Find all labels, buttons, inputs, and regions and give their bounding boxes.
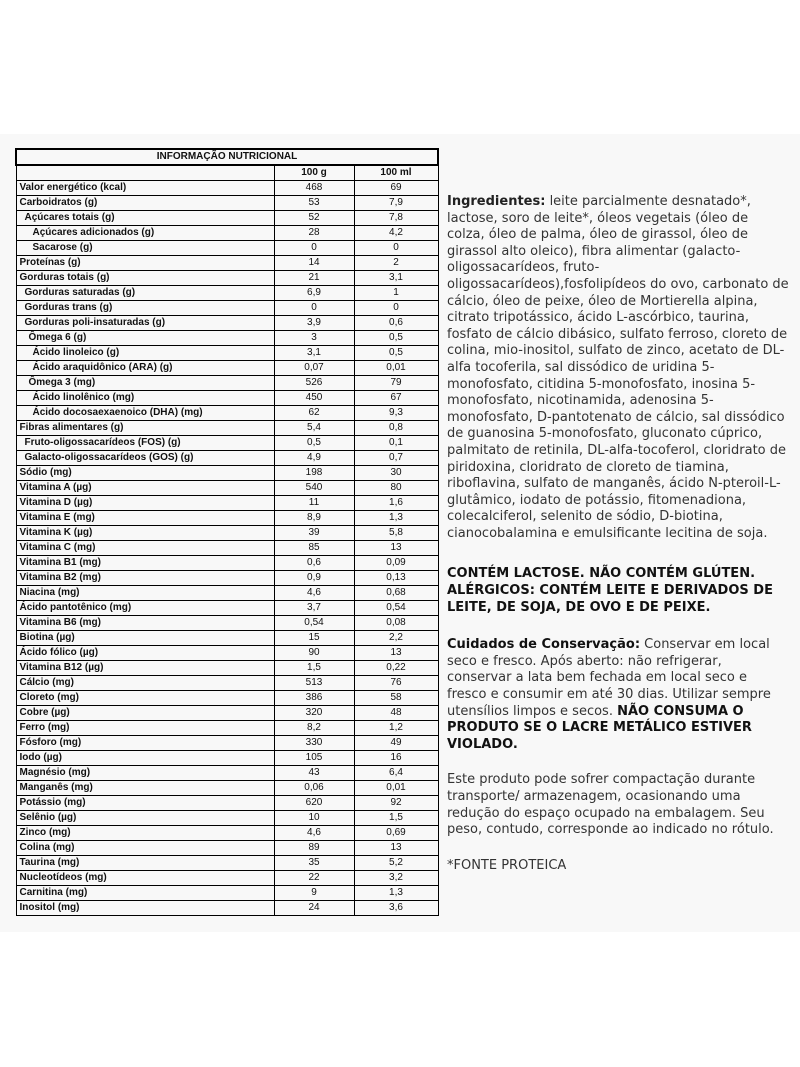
value-100g: 0,6 [274,556,354,571]
nutrient-label: Vitamina B2 (mg) [16,571,274,586]
nutrient-label: Iodo (µg) [16,751,274,766]
table-row [16,796,438,811]
value-100ml: 13 [354,646,438,661]
nutrient-label: Ácido pantotênico (mg) [16,601,274,616]
value-100ml: 0,01 [354,781,438,796]
nutrient-label: Ácido fólico (µg) [16,646,274,661]
nutrition-table-grid [15,148,439,916]
table-row [16,676,438,691]
nutrient-label: Vitamina B6 (mg) [16,616,274,631]
nutrient-label: Carboidratos (g) [16,196,274,211]
conservation-text: Conservar em local seco e fresco. Após aberto: não refrigerar, conservar a lata bem fechada em local seco e fresco e consumir em até 30 dias. Utilizar sempre utensílios limpos e secos. [447,637,771,719]
value-100ml: 76 [354,676,438,691]
value-100ml: 2 [354,256,438,271]
nutrient-label: Fruto-oligossacarídeos (FOS) (g) [16,436,274,451]
nutrient-label: Ácido linolênico (mg) [16,391,274,406]
table-row [16,751,438,766]
value-100ml: 3,1 [354,271,438,286]
value-100g: 620 [274,796,354,811]
nutrient-label: Valor energético (kcal) [16,181,274,196]
value-100g: 330 [274,736,354,751]
nutrient-label: Zinco (mg) [16,826,274,841]
table-row [16,511,438,526]
value-100g: 39 [274,526,354,541]
table-row [16,586,438,601]
table-row [16,376,438,391]
value-100g: 6,9 [274,286,354,301]
value-100ml: 7,9 [354,196,438,211]
table-row [16,826,438,841]
table-row [16,271,438,286]
nutrient-label: Fibras alimentares (g) [16,421,274,436]
nutrient-label: Inositol (mg) [16,901,274,916]
nutrient-label: Vitamina E (mg) [16,511,274,526]
allergen-warning: CONTÉM LACTOSE. NÃO CONTÉM GLÚTEN. ALÉRGICOS: CONTÉM LEITE E DERIVADOS DE LEITE, DE SOJA, DE OVO E DE PEIXE. [447,566,773,615]
nutrient-label: Niacina (mg) [16,586,274,601]
value-100g: 3 [274,331,354,346]
value-100ml: 16 [354,751,438,766]
table-row [16,901,438,916]
table-header-row [16,165,438,181]
nutrient-label: Carnitina (mg) [16,886,274,901]
conservation-paragraph [447,637,789,753]
value-100ml: 7,8 [354,211,438,226]
value-100g: 3,9 [274,316,354,331]
value-100g: 8,9 [274,511,354,526]
ingredients-label: Ingredientes: [447,194,546,209]
nutrient-label: Cobre (µg) [16,706,274,721]
value-100g: 24 [274,901,354,916]
table-row [16,286,438,301]
value-100g: 35 [274,856,354,871]
nutrient-label: Proteínas (g) [16,256,274,271]
nutrient-label: Ferro (mg) [16,721,274,736]
value-100g: 4,6 [274,586,354,601]
header-100ml: 100 ml [354,165,438,181]
value-100g: 62 [274,406,354,421]
value-100g: 43 [274,766,354,781]
nutrient-label: Magnésio (mg) [16,766,274,781]
value-100g: 21 [274,271,354,286]
value-100g: 1,5 [274,661,354,676]
value-100ml: 79 [354,376,438,391]
value-100ml: 48 [354,706,438,721]
value-100ml: 9,3 [354,406,438,421]
table-row [16,256,438,271]
table-row [16,526,438,541]
value-100g: 9 [274,886,354,901]
value-100g: 14 [274,256,354,271]
table-row [16,766,438,781]
value-100ml: 13 [354,841,438,856]
value-100ml: 1,3 [354,886,438,901]
table-row [16,346,438,361]
ingredients-text: leite parcialmente desnatado*, lactose, soro de leite*, óleos vegetais (óleo de colza, óleo de palma, óleo de girassol, óleo de girassol alto oleico), fibra alimentar (galacto-oligossacarídeos, fruto-oligossacarídeos),fosfolipídeos do ovo, carbonato de cálcio, óleo de peixe, óleo de Mortierella alpina, citrato tripotássico, ácido L-ascórbico, taurina, fosfato de cálcio dibásico, sulfato ferroso, cloreto de colina, mio-inositol, sulfato de zinco, acetato de DL-alfa tocoferila, sal dissódico de uridina 5-monofosfato, citidina 5-monofosfato, inosina 5-monofosfato, nicotinamida, adenosina 5-monofosfato, D-pantotenato de cálcio, sal dissódico de guanosina 5-monofosfato, gluconato cúprico, palmitato de retinila, DL-alfa-tocoferol, cloridrato de piridoxina, cloridrato de cloreto de tiamina, riboflavina, sulfato de manganês, ácido N-pteroil-L-glutâmico, iodato de potássio, fitomenadiona, colecalciferol, selenito de sódio, D-biotina, cianocobalamina e emulsificante lecitina de soja. [447,194,789,541]
nutrient-label: Ácido docosaexaenoico (DHA) (mg) [16,406,274,421]
nutrient-label: Selênio (µg) [16,811,274,826]
nutrient-label: Vitamina K (µg) [16,526,274,541]
table-row [16,301,438,316]
value-100ml: 0,54 [354,601,438,616]
table-row [16,496,438,511]
table-row [16,811,438,826]
table-row [16,706,438,721]
value-100ml: 0,5 [354,346,438,361]
table-row [16,721,438,736]
value-100g: 11 [274,496,354,511]
nutrient-label: Açúcares totais (g) [16,211,274,226]
value-100g: 52 [274,211,354,226]
nutrient-label: Biotina (µg) [16,631,274,646]
value-100g: 22 [274,871,354,886]
compaction-note: Este produto pode sofrer compactação durante transporte/ armazenagem, ocasionando uma redução do espaço ocupado na embalagem. Seu peso, contudo, corresponde ao indicado no rótulo. [447,772,774,838]
value-100ml: 0,6 [354,316,438,331]
table-row [16,451,438,466]
value-100ml: 0,1 [354,436,438,451]
table-row [16,871,438,886]
value-100g: 10 [274,811,354,826]
table-row [16,241,438,256]
table-row [16,616,438,631]
value-100ml: 58 [354,691,438,706]
value-100g: 8,2 [274,721,354,736]
value-100g: 85 [274,541,354,556]
value-100ml: 0,13 [354,571,438,586]
nutrient-label: Vitamina A (µg) [16,481,274,496]
table-row [16,436,438,451]
table-row [16,631,438,646]
value-100g: 0,07 [274,361,354,376]
table-row [16,406,438,421]
table-row [16,601,438,616]
value-100g: 4,6 [274,826,354,841]
value-100ml: 5,2 [354,856,438,871]
value-100g: 53 [274,196,354,211]
value-100ml: 0,22 [354,661,438,676]
value-100g: 3,7 [274,601,354,616]
table-row [16,391,438,406]
value-100ml: 30 [354,466,438,481]
value-100ml: 67 [354,391,438,406]
table-row [16,331,438,346]
value-100g: 5,4 [274,421,354,436]
value-100g: 0,06 [274,781,354,796]
table-row [16,691,438,706]
nutrient-label: Vitamina B1 (mg) [16,556,274,571]
nutrient-label: Vitamina C (mg) [16,541,274,556]
value-100g: 468 [274,181,354,196]
value-100g: 0,5 [274,436,354,451]
value-100ml: 2,2 [354,631,438,646]
value-100ml: 1 [354,286,438,301]
nutrient-label: Gorduras saturadas (g) [16,286,274,301]
value-100g: 0,54 [274,616,354,631]
table-title-row [16,149,438,165]
value-100ml: 49 [354,736,438,751]
value-100g: 89 [274,841,354,856]
header-blank [16,165,274,181]
nutrient-label: Galacto-oligossacarídeos (GOS) (g) [16,451,274,466]
table-row [16,361,438,376]
value-100g: 90 [274,646,354,661]
table-row [16,211,438,226]
nutrient-label: Potássio (mg) [16,796,274,811]
value-100ml: 1,5 [354,811,438,826]
nutrient-label: Nucleotídeos (mg) [16,871,274,886]
table-row [16,316,438,331]
header-100g: 100 g [274,165,354,181]
value-100ml: 0,5 [354,331,438,346]
value-100ml: 0,7 [354,451,438,466]
value-100g: 105 [274,751,354,766]
value-100ml: 0,01 [354,361,438,376]
nutrient-label: Vitamina B12 (µg) [16,661,274,676]
value-100g: 198 [274,466,354,481]
table-row [16,196,438,211]
table-row [16,556,438,571]
table-row [16,421,438,436]
protein-source-footnote: *FONTE PROTEICA [447,857,567,873]
table-row [16,886,438,901]
table-row [16,856,438,871]
nutrition-table [15,148,437,916]
nutrient-label: Gorduras trans (g) [16,301,274,316]
value-100ml: 92 [354,796,438,811]
table-row [16,841,438,856]
value-100ml: 4,2 [354,226,438,241]
value-100ml: 1,6 [354,496,438,511]
conservation-label: Cuidados de Conservação: [447,637,641,653]
value-100g: 3,1 [274,346,354,361]
value-100ml: 0,68 [354,586,438,601]
value-100g: 0,9 [274,571,354,586]
table-row [16,181,438,196]
value-100g: 0 [274,241,354,256]
value-100g: 15 [274,631,354,646]
table-row [16,661,438,676]
nutrient-label: Fósforo (mg) [16,736,274,751]
value-100ml: 69 [354,181,438,196]
value-100ml: 80 [354,481,438,496]
ingredients-paragraph [447,194,789,542]
table-title: INFORMAÇÃO NUTRICIONAL [16,149,438,165]
table-row [16,736,438,751]
value-100ml: 1,3 [354,511,438,526]
seal-warning: NÃO CONSUMA O PRODUTO SE O LACRE METÁLICO ESTIVER VIOLADO. [447,703,752,752]
value-100g: 526 [274,376,354,391]
nutrient-label: Sacarose (g) [16,241,274,256]
value-100g: 4,9 [274,451,354,466]
table-row [16,571,438,586]
value-100ml: 0 [354,301,438,316]
nutrient-label: Taurina (mg) [16,856,274,871]
nutrient-label: Manganês (mg) [16,781,274,796]
value-100ml: 3,6 [354,901,438,916]
value-100g: 28 [274,226,354,241]
value-100ml: 0 [354,241,438,256]
value-100ml: 1,2 [354,721,438,736]
value-100g: 386 [274,691,354,706]
nutrient-label: Colina (mg) [16,841,274,856]
nutrient-label: Açúcares adicionados (g) [16,226,274,241]
nutrient-label: Ômega 3 (mg) [16,376,274,391]
nutrient-label: Vitamina D (µg) [16,496,274,511]
table-row [16,541,438,556]
value-100ml: 3,2 [354,871,438,886]
value-100ml: 6,4 [354,766,438,781]
value-100g: 320 [274,706,354,721]
nutrient-label: Ácido araquidônico (ARA) (g) [16,361,274,376]
table-row [16,781,438,796]
value-100g: 450 [274,391,354,406]
nutrient-label: Gorduras totais (g) [16,271,274,286]
nutrient-label: Cloreto (mg) [16,691,274,706]
nutrient-label: Sódio (mg) [16,466,274,481]
nutrient-label: Ácido linoleico (g) [16,346,274,361]
value-100ml: 13 [354,541,438,556]
value-100g: 513 [274,676,354,691]
value-100g: 0 [274,301,354,316]
nutrient-label: Cálcio (mg) [16,676,274,691]
table-row [16,226,438,241]
value-100ml: 0,09 [354,556,438,571]
info-text-column [447,194,789,874]
value-100ml: 0,08 [354,616,438,631]
value-100ml: 0,8 [354,421,438,436]
value-100ml: 5,8 [354,526,438,541]
value-100g: 540 [274,481,354,496]
table-row [16,646,438,661]
value-100ml: 0,69 [354,826,438,841]
table-row [16,481,438,496]
table-row [16,466,438,481]
nutrient-label: Ômega 6 (g) [16,331,274,346]
nutrient-label: Gorduras poli-insaturadas (g) [16,316,274,331]
